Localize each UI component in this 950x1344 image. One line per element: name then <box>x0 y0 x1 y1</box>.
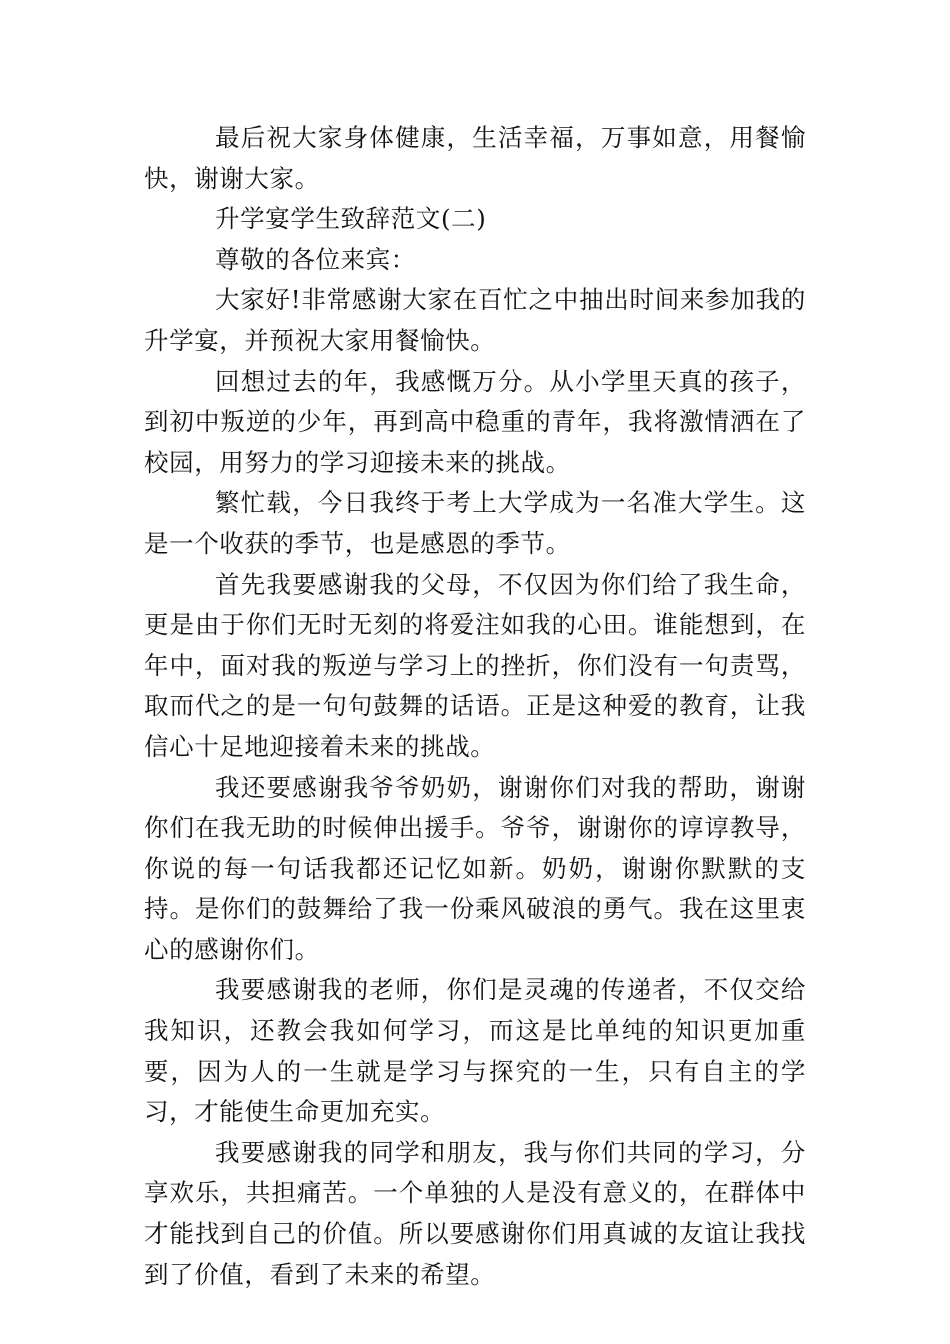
body-paragraph: 我要感谢我的老师，你们是灵魂的传递者，不仅交给我知识，还教会我如何学习，而这是比单纯的知识更加重要，因为人的一生就是学习与探究的一生，只有自主的学习，才能使生命更加充实。 <box>144 975 806 1127</box>
body-paragraph: 大家好!非常感谢大家在百忙之中抽出时间来参加我的升学宴，并预祝大家用餐愉快。 <box>144 285 806 355</box>
body-paragraph: 首先我要感谢我的父母，不仅因为你们给了我生命，更是由于你们无时无刻的将爱注如我的心田。谁能想到，在年中，面对我的叛逆与学习上的挫折，你们没有一句责骂，取而代之的是一句句鼓舞的话语。正是这种爱的教育，让我信心十足地迎接着未来的挑战。 <box>144 569 806 761</box>
body-paragraph: 回想过去的年，我感慨万分。从小学里天真的孩子，到初中叛逆的少年，再到高中稳重的青年，我将激情洒在了校园，用努力的学习迎接未来的挑战。 <box>144 366 806 477</box>
body-paragraph: 我还要感谢我爷爷奶奶，谢谢你们对我的帮助，谢谢你们在我无助的时候伸出援手。爷爷，谢谢你的谆谆教导，你说的每一句话我都还记忆如新。奶奶，谢谢你默默的支持。是你们的鼓舞给了我一份乘风破浪的勇气。我在这里衷心的感谢你们。 <box>144 772 806 964</box>
section-heading: 升学宴学生致辞范文(二) <box>215 204 487 234</box>
body-paragraph: 繁忙载，今日我终于考上大学成为一名准大学生。这是一个收获的季节，也是感恩的季节。 <box>144 488 806 558</box>
document-body <box>144 118 806 1295</box>
body-paragraph: 我要感谢我的同学和朋友，我与你们共同的学习，分享欢乐，共担痛苦。一个单独的人是没有意义的，在群体中才能找到自己的价值。所以要感谢你们用真诚的友谊让我找到了价值，看到了未来的希望。 <box>144 1137 806 1289</box>
closing-paragraph: 最后祝大家身体健康，生活幸福，万事如意，用餐愉快，谢谢大家。 <box>144 123 806 193</box>
salutation: 尊敬的各位来宾： <box>215 244 416 274</box>
